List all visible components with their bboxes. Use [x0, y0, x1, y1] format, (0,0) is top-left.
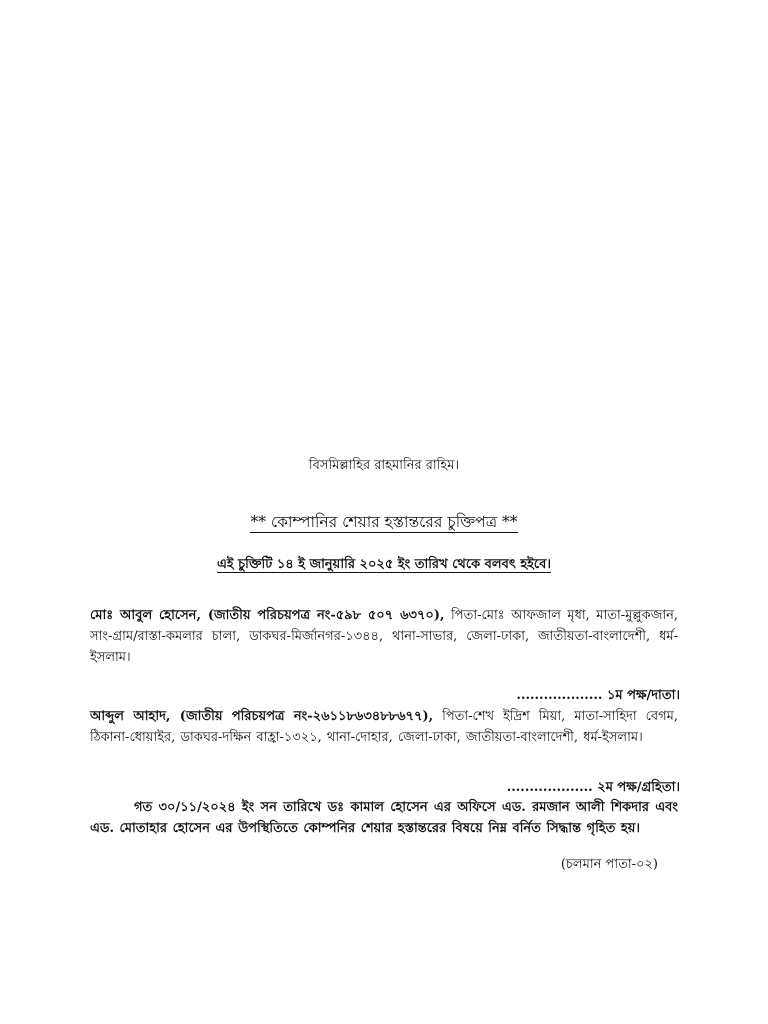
party2-role: ................... ২ম পক্ষ/গ্রহিতা। — [506, 780, 680, 795]
continued-page-note: (চলমান পাতা-০২) — [560, 857, 658, 872]
party1-paragraph — [90, 605, 678, 668]
bismillah-heading: বিসমিল্লাহির রাহমানির রাহিম। — [308, 458, 460, 473]
document-title-text: ** কোম্পানির শেয়ার হস্তান্তরের চুক্তিপত্র ** — [250, 513, 518, 531]
party2-name-id: আব্দুল আহাদ, (জাতীয় পরিচয়পত্র নং-২৬১১৮৬৩৪৮৮৬৭৭), — [90, 709, 434, 724]
party1-details: পিতা-মোঃ আফজাল মৃধা, মাতা-মুল্লুকজান, সাং-গ্রাম/রাস্তা-কমলার চালা, ডাকঘর-মির্জানগর-১৩৪৪, থানা-সাভার, জেলা-ঢাকা, জাতীয়তা-বাংলাদেশী, ধর্ম-ইসলাম। — [90, 608, 678, 665]
effective-date-line — [0, 556, 768, 573]
party2-paragraph — [90, 706, 678, 748]
document-title — [0, 512, 768, 532]
resolution-text: গত ৩০/১১/২০২৪ ইং সন তারিখে ডঃ কামাল হোসেন এর অফিসে এড. রমজান আলী শিকদার এবং এড. মোতাহার হোসেন এর উপস্থিতিতে কোম্পনির শেয়ার হস্তান্তরের বিষয়ে নিম্ন বর্নিত সিদ্ধান্ত গৃহিত হয়। — [90, 800, 678, 836]
party1-role: ................... ১ম পক্ষ/দাতা। — [516, 688, 680, 703]
party2-details: পিতা-শেখ ইদ্রিশ মিয়া, মাতা-সাহিদা বেগম, ঠিকানা-ধোয়াইর, ডাকঘর-দক্ষিন বাহ্রা-১৩২১, থানা-দোহার, জেলা-ঢাকা, জাতীয়তা-বাংলাদেশী, ধর্ম-ইসলাম। — [90, 709, 678, 745]
resolution-paragraph — [90, 797, 678, 839]
effective-date-text: এই চুক্তিটি ১৪ ই জানুয়ারি ২০২৫ ইং তারিখ থেকে বলবৎ হইবে। — [216, 557, 552, 572]
party1-name-id: মোঃ আবুল হোসেন, (জাতীয় পরিচয়পত্র নং-৫৯৮ ৫০৭ ৬৩৭০), — [90, 608, 445, 623]
